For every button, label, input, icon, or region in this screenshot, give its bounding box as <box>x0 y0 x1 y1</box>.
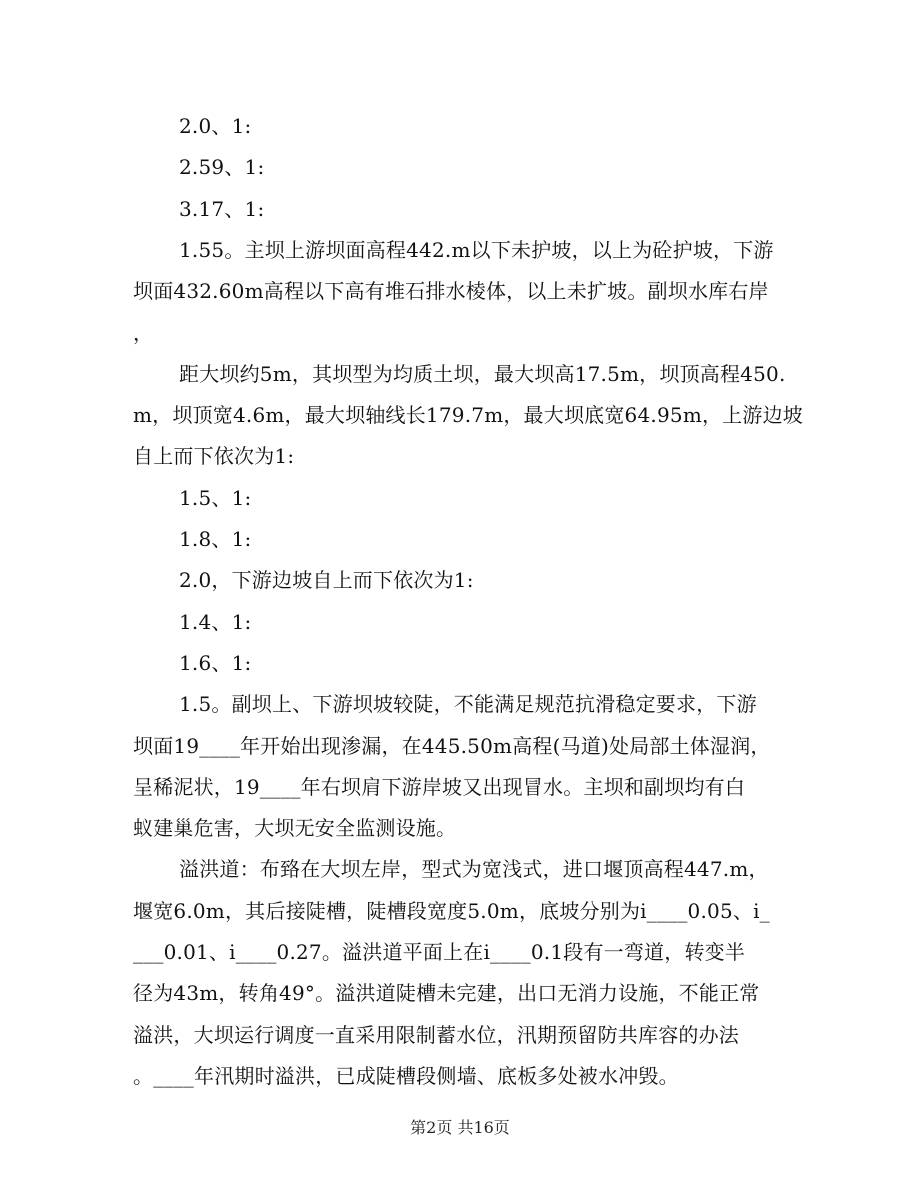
text-line: 2.0、1: <box>179 114 252 138</box>
text-line: 1.55。主坝上游坝面高程442.m以下未护坡，以上为砼护坡，下游 <box>179 237 774 262</box>
text-line: 1.6、1: <box>179 650 252 675</box>
text-line: 溢洪道：布臵在大坝左岸，型式为宽浅式，进口堰顶高程447.m， <box>179 857 769 882</box>
text-line: 。____年汛期时溢洪，已成陡槽段侧墙、底板多处被水冲毁。 <box>133 1063 679 1088</box>
text-line: 自上而下依次为1: <box>133 444 295 469</box>
text-line: 溢洪，大坝运行调度一直采用限制蓄水位，汛期预留防共库容的办法 <box>133 1022 739 1047</box>
text-line: 坝面19____年开始出现渗漏，在445.50m高程(马道)处局部土体湿润， <box>133 733 771 758</box>
text-line: ， <box>133 320 154 345</box>
page-number: 第2页 共16页 <box>410 1118 510 1137</box>
text-line: 2.59、1: <box>179 155 265 180</box>
text-line: 1.8、1: <box>179 527 252 551</box>
text-line: 1.5、1: <box>179 485 252 510</box>
text-line: 3.17、1: <box>179 196 265 221</box>
text-line: 1.4、1: <box>179 609 252 634</box>
text-line: 呈稀泥状，19____年右坝肩下游岸坡又出现冒水。主坝和副坝均有白 <box>133 774 746 799</box>
text-line: ___0.01、i____0.27。溢洪道平面上在i____0.1段有一弯道，转变半 <box>133 940 746 964</box>
text-line: 1.5。副坝上、下游坝坡较陡，不能满足规范抗滑稳定要求，下游 <box>179 692 757 717</box>
text-line: m，坝顶宽4.6m，最大坝轴线长179.7m，最大坝底宽64.95m，上游边坡 <box>133 403 803 428</box>
text-line: 径为43m，转角49°。溢洪道陡槽未完建，出口无消力设施，不能正常 <box>133 981 760 1006</box>
text-line: 蚁建巢危害，大坝无安全监测设施。 <box>133 816 457 841</box>
text-line: 堰宽6.0m，其后接陡槽，陡槽段宽度5.0m，底坡分别为i____0.05、i_ <box>133 898 770 923</box>
text-line: 距大坝约5m，其坝型为均质土坝，最大坝高17.5m，坝顶高程450. <box>179 361 786 386</box>
text-line: 2.0，下游边坡自上而下依次为1: <box>179 568 474 593</box>
text-line: 坝面432.60m高程以下高有堆石排水棱体，以上未扩坡。副坝水库右岸 <box>133 279 769 304</box>
